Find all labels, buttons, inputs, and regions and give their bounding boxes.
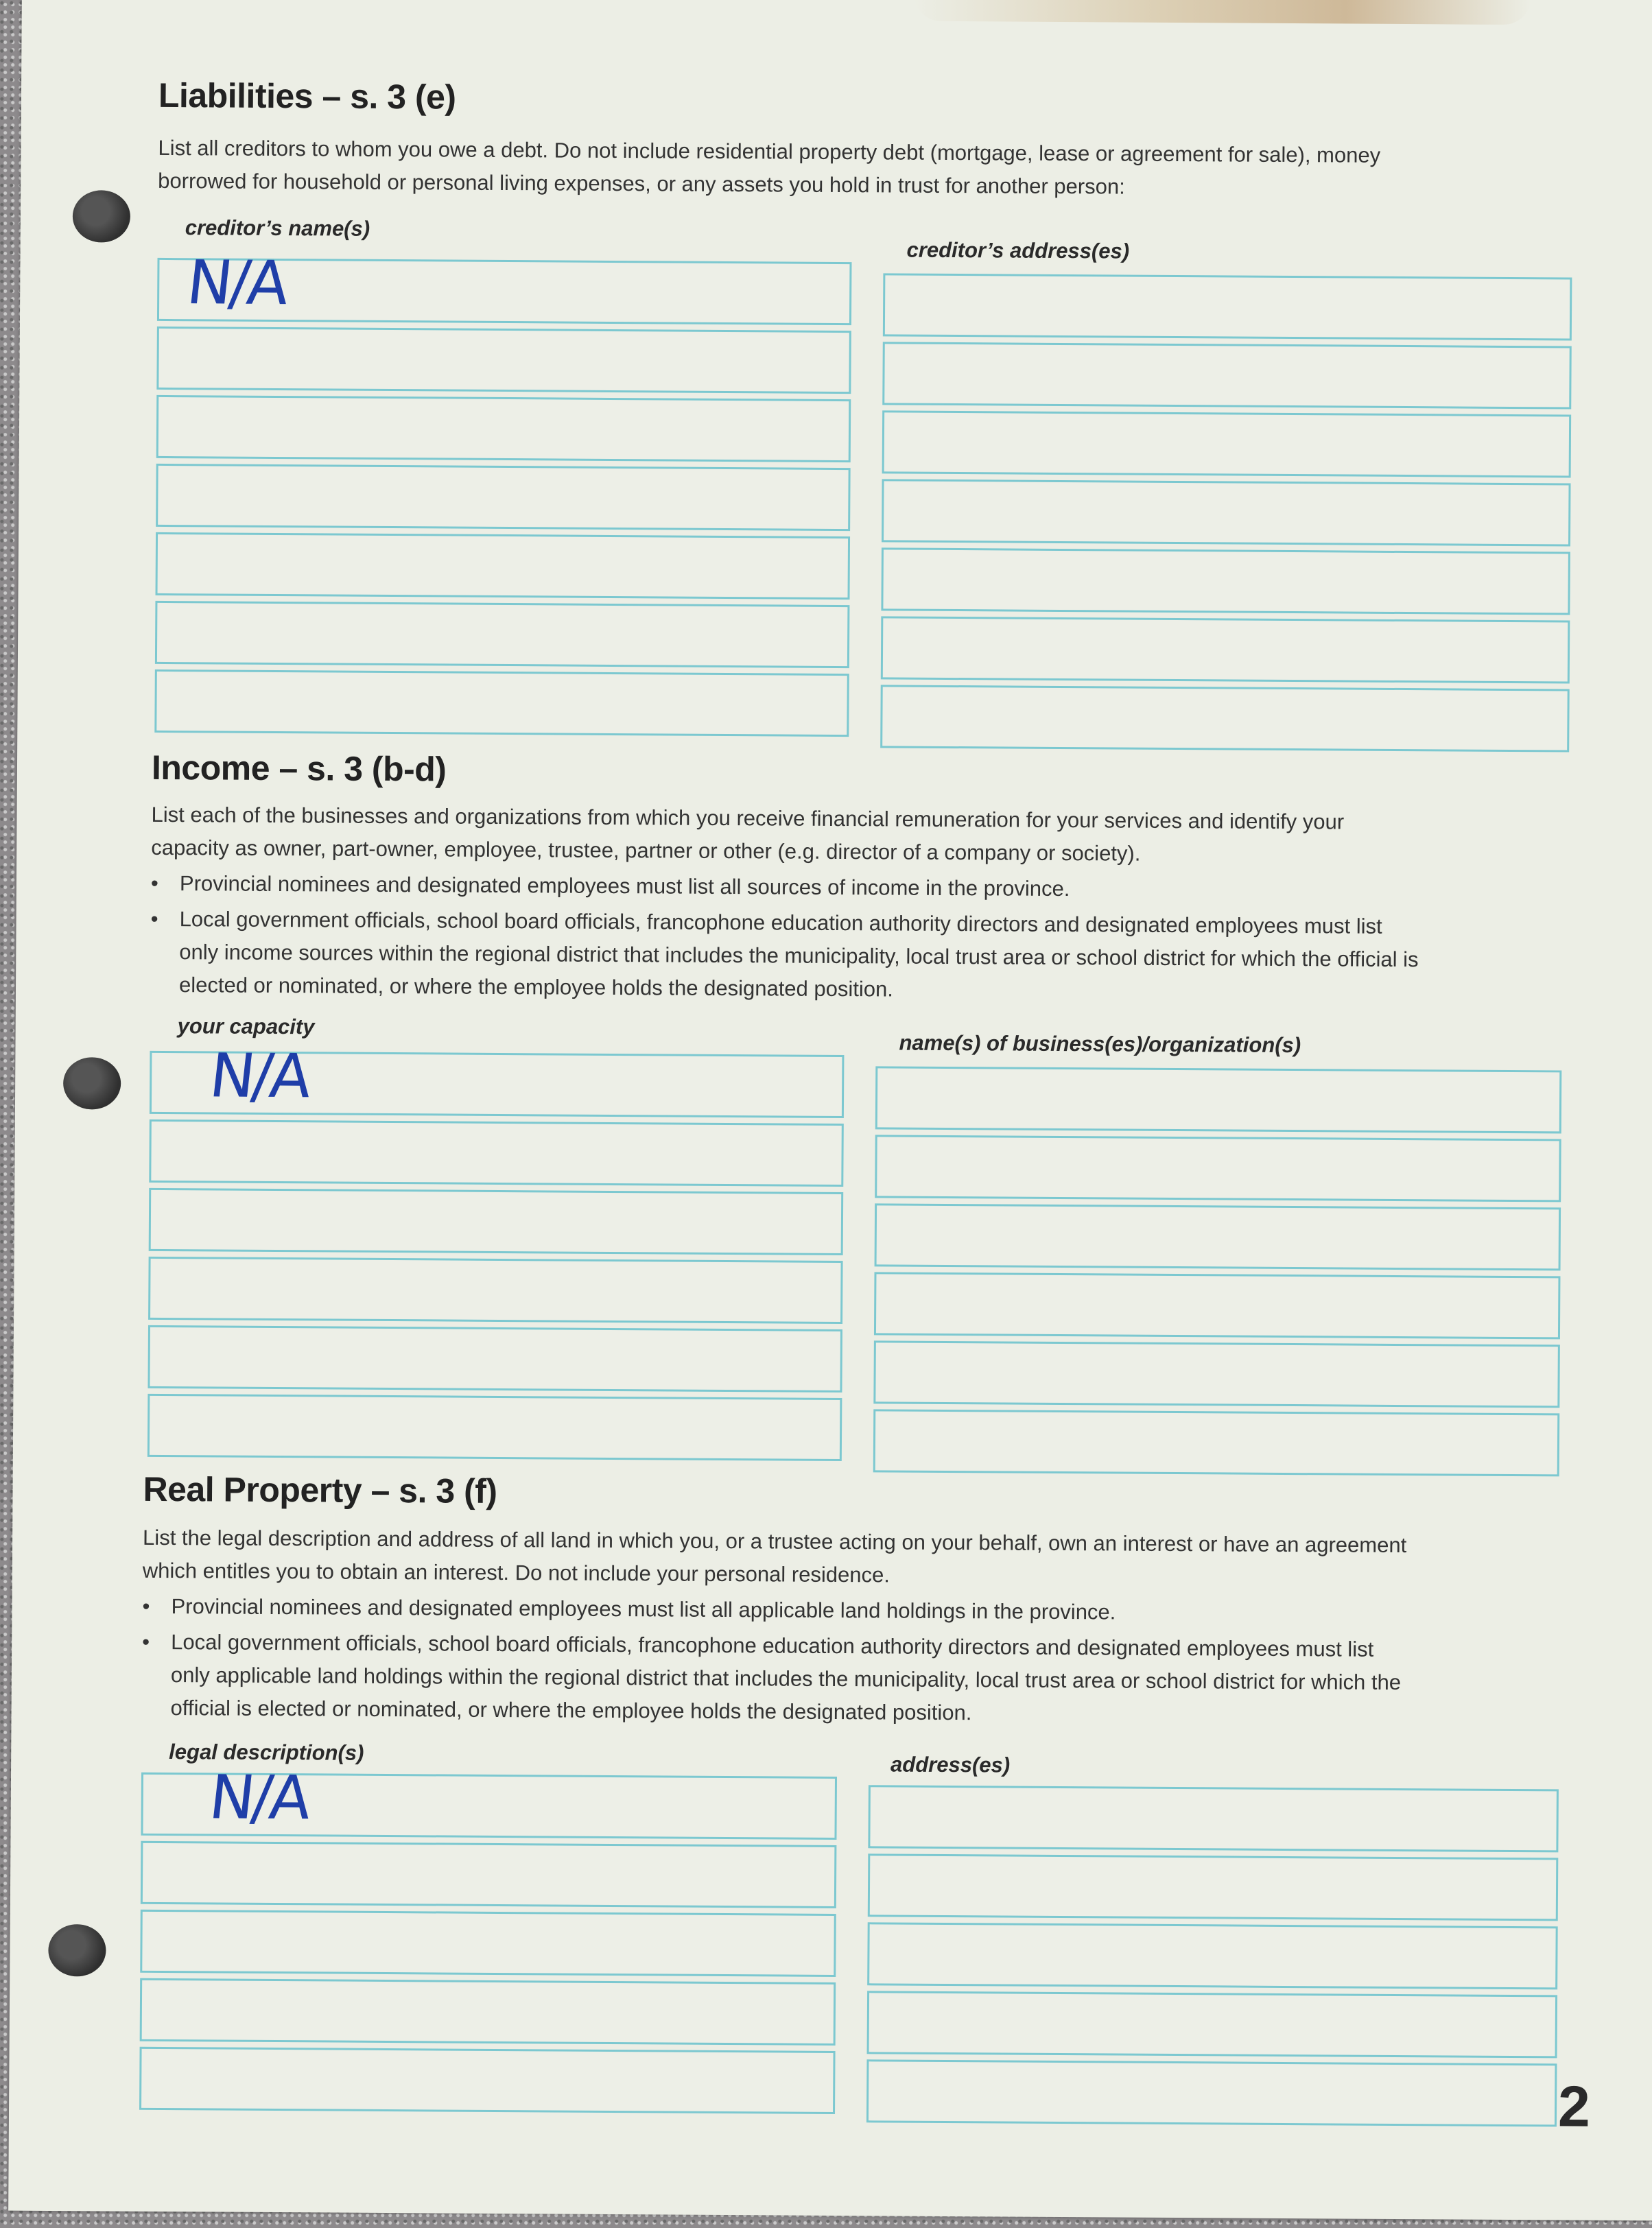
income-bullet-2-line-3: elected or nominated, or where the employee holds the designated position.	[178, 973, 894, 1002]
real-property-bullet-2-line-3: official is elected or nominated, or where the employee holds the designated position.	[170, 1696, 972, 1725]
creditor-address-field-3[interactable]	[882, 410, 1572, 477]
real-property-bullet-2-line-1: Local government officials, school board officials, francophone education authority directors and designated employees must list	[171, 1630, 1374, 1661]
legal-description-column-label: legal description(s)	[169, 1740, 364, 1765]
bullet-marker: •	[142, 1593, 150, 1618]
bullet-marker: •	[150, 906, 158, 931]
punch-hole-bottom	[48, 1924, 106, 1977]
property-address-field-3[interactable]	[867, 1922, 1558, 1989]
creditor-address-column-label: creditor’s address(es)	[906, 237, 1130, 263]
real-property-bullet-1-text: Provincial nominees and designated employees must list all applicable land holdings in the province.	[171, 1594, 1116, 1624]
creditor-address-field-5[interactable]	[881, 547, 1570, 615]
business-name-field-2[interactable]	[875, 1135, 1561, 1202]
bullet-marker: •	[150, 870, 158, 895]
property-address-column-label: address(es)	[890, 1752, 1011, 1777]
creditor-address-field-2[interactable]	[882, 342, 1572, 409]
your-capacity-field-5[interactable]	[148, 1325, 842, 1392]
creditor-name-field-5[interactable]	[156, 532, 851, 600]
property-address-field-1[interactable]	[868, 1785, 1559, 1852]
punch-hole-middle	[63, 1057, 121, 1110]
legal-description-field-5[interactable]	[139, 2047, 836, 2114]
real-property-bullet-1	[142, 1590, 1116, 1628]
real-property-intro-line-2: which entitles you to obtain an interest. Do not include your personal residence.	[142, 1558, 890, 1587]
business-names-column-label: name(s) of business(es)/organization(s)	[899, 1030, 1301, 1058]
real-property-heading: Real Property – s. 3 (f)	[143, 1469, 497, 1510]
business-name-field-6[interactable]	[873, 1409, 1560, 1476]
bullet-marker: •	[142, 1629, 150, 1654]
income-intro-line-1: List each of the businesses and organizations from which you receive financial remuneration for your services and identify your	[151, 802, 1345, 834]
legal-description-field-4[interactable]	[140, 1978, 836, 2046]
creditor-address-field-6[interactable]	[881, 616, 1570, 683]
real-property-intro-line-1: List the legal description and address of all land in which you, or a trustee acting on your behalf, own an interest or have an agreement	[143, 1525, 1407, 1558]
creditor-address-field-4[interactable]	[882, 479, 1571, 546]
creditor-address-field-1[interactable]	[883, 273, 1572, 340]
income-bullet-1	[150, 867, 1070, 905]
legal-description-field-3[interactable]	[140, 1910, 836, 1977]
real-property-bullet-2-line-2: only applicable land holdings within the regional district that includes the municipality, local trust area or school district for which the	[170, 1663, 1402, 1695]
your-capacity-field-2[interactable]	[149, 1119, 844, 1187]
business-name-field-1[interactable]	[875, 1066, 1562, 1133]
real-property-bullet-2	[142, 1626, 1402, 1732]
business-name-field-3[interactable]	[875, 1203, 1561, 1270]
liabilities-heading: Liabilities – s. 3 (e)	[158, 75, 456, 117]
paper-stain	[914, 0, 1531, 25]
income-bullet-2	[150, 903, 1419, 1009]
your-capacity-field-4[interactable]	[148, 1257, 843, 1324]
legal-description-field-2[interactable]	[141, 1841, 837, 1908]
punch-hole-top	[73, 190, 130, 243]
income-heading: Income – s. 3 (b-d)	[151, 748, 447, 789]
creditor-name-field-4[interactable]	[156, 464, 851, 531]
creditor-name-column-label: creditor’s name(s)	[185, 215, 370, 241]
handwritten-na-income: N/A	[206, 1040, 313, 1112]
income-bullet-2-line-1: Local government officials, school board officials, francophone education authority directors and designated employees must list	[179, 907, 1382, 938]
creditor-name-field-3[interactable]	[156, 395, 851, 462]
property-address-field-4[interactable]	[867, 1991, 1558, 2058]
handwritten-na-real-property: N/A	[206, 1762, 313, 1834]
business-name-field-4[interactable]	[874, 1272, 1561, 1339]
income-intro-line-2: capacity as owner, part-owner, employee, trustee, partner or other (e.g. director of a company or society).	[151, 835, 1141, 866]
your-capacity-field-6[interactable]	[148, 1394, 842, 1461]
liabilities-intro-line-2: borrowed for household or personal living expenses, or any assets you hold in trust for another person:	[158, 168, 1125, 199]
form-page	[8, 0, 1652, 2220]
your-capacity-field-3[interactable]	[149, 1188, 844, 1255]
liabilities-intro-line-1: List all creditors to whom you owe a debt. Do not include residential property debt (mortgage, lease or agreement for sale), money	[158, 135, 1381, 167]
your-capacity-column-label: your capacity	[177, 1014, 315, 1039]
creditor-name-field-2[interactable]	[156, 327, 851, 394]
property-address-field-5[interactable]	[866, 2059, 1557, 2126]
creditor-name-field-6[interactable]	[155, 601, 850, 668]
income-bullet-2-line-2: only income sources within the regional district that includes the municipality, local trust area or school district for which the official is	[179, 940, 1419, 972]
income-bullet-1-text: Provincial nominees and designated employees must list all sources of income in the province.	[179, 871, 1070, 901]
page-number: 2	[1557, 2074, 1591, 2139]
handwritten-na-liabilities: N/A	[183, 247, 290, 319]
property-address-field-2[interactable]	[868, 1853, 1559, 1921]
creditor-address-field-7[interactable]	[880, 685, 1570, 752]
creditor-name-field-7[interactable]	[154, 669, 849, 737]
business-name-field-5[interactable]	[873, 1340, 1560, 1408]
